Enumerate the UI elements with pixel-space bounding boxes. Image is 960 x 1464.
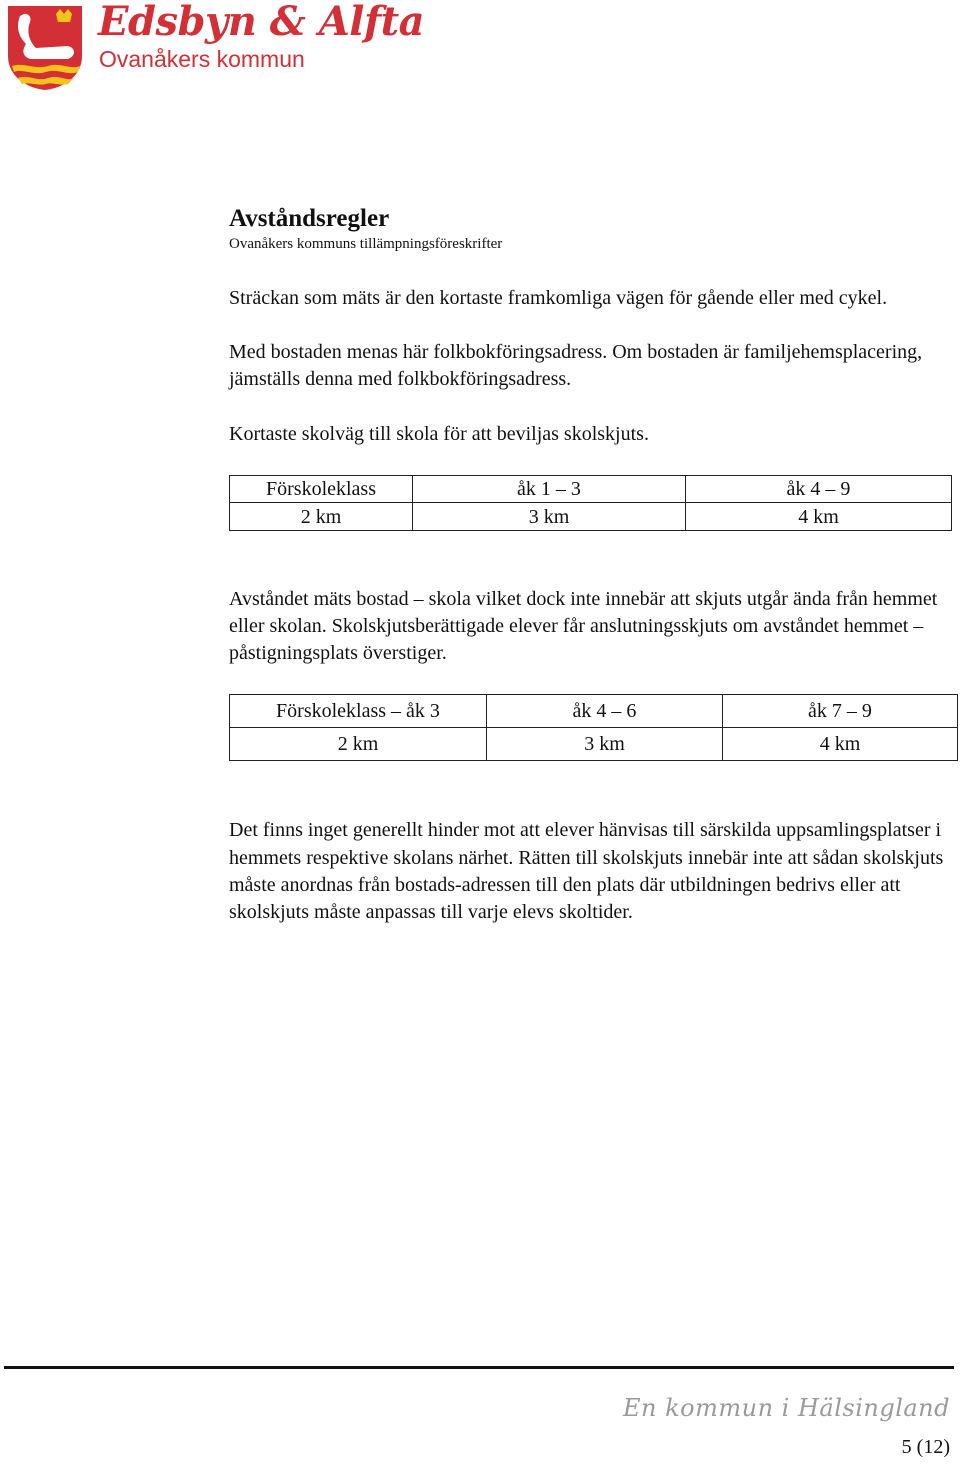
paragraph-residence: Med bostaden menas här folkbokföringsadress. Om bostaden är familjehemsplacering, jämställs denna med folkbokföringsadress. <box>229 341 923 391</box>
table-cell: 3 km <box>413 503 686 531</box>
paragraph-connection-transport: Avståndet mäts bostad – skola vilket dock inte innebär att skjuts utgår ända från hemmet eller skolan. Skolskjutsberättigade elever får anslutningsskjuts om avståndet hemmet – påstigningsplats överstiger. <box>229 587 938 665</box>
table-cell: 3 km <box>487 728 723 761</box>
distance-table-school <box>229 475 952 531</box>
table-cell: åk 4 – 9 <box>686 475 952 503</box>
swan-shield-icon <box>6 4 88 92</box>
page-number: 5 (12) <box>901 1436 950 1458</box>
table-header-row <box>230 695 958 728</box>
table-cell: åk 1 – 3 <box>413 475 686 503</box>
document-body <box>229 203 954 926</box>
municipality-logo <box>6 0 425 96</box>
table-cell: 2 km <box>230 503 413 531</box>
brand-municipality: Ovanåkers kommun <box>99 46 305 72</box>
page-subtitle: Ovanåkers kommuns tillämpningsföreskrifter <box>229 236 503 252</box>
paragraph-route: Sträckan som mäts är den kortaste framkomliga vägen för gående eller med cykel. <box>229 287 888 309</box>
brand-name: Edsbyn & Alfta <box>98 0 425 45</box>
table-cell: Förskoleklass – åk 3 <box>230 695 487 728</box>
footer-tagline: En kommun i Hälsingland <box>623 1394 950 1422</box>
paragraph-pickup-points: Det finns inget generellt hinder mot att elever hänvisas till särskilda uppsamlingsplatser i hemmets respektive skolans närhet. Rätten till skolskjuts innebär inte att sådan skolskjuts måste anordnas från bostads-adressen till den plats där utbildningen bedrivs eller att skolskjuts måste anpassas till varje elevs skoltider. <box>229 819 944 924</box>
table-row <box>230 728 958 761</box>
table-cell: 4 km <box>723 728 958 761</box>
table-row <box>230 503 952 531</box>
table-cell: 2 km <box>230 728 487 761</box>
distance-table-boarding <box>229 694 958 761</box>
page-title: Avståndsregler <box>229 205 390 232</box>
paragraph-shortest-route: Kortaste skolväg till skola för att beviljas skolskjuts. <box>229 422 649 445</box>
table-cell: åk 7 – 9 <box>723 695 958 728</box>
table-cell: Förskoleklass <box>230 475 413 503</box>
footer-divider <box>4 1366 954 1369</box>
table-header-row <box>230 475 952 503</box>
table-cell: åk 4 – 6 <box>487 695 723 728</box>
table-cell: 4 km <box>686 503 952 531</box>
